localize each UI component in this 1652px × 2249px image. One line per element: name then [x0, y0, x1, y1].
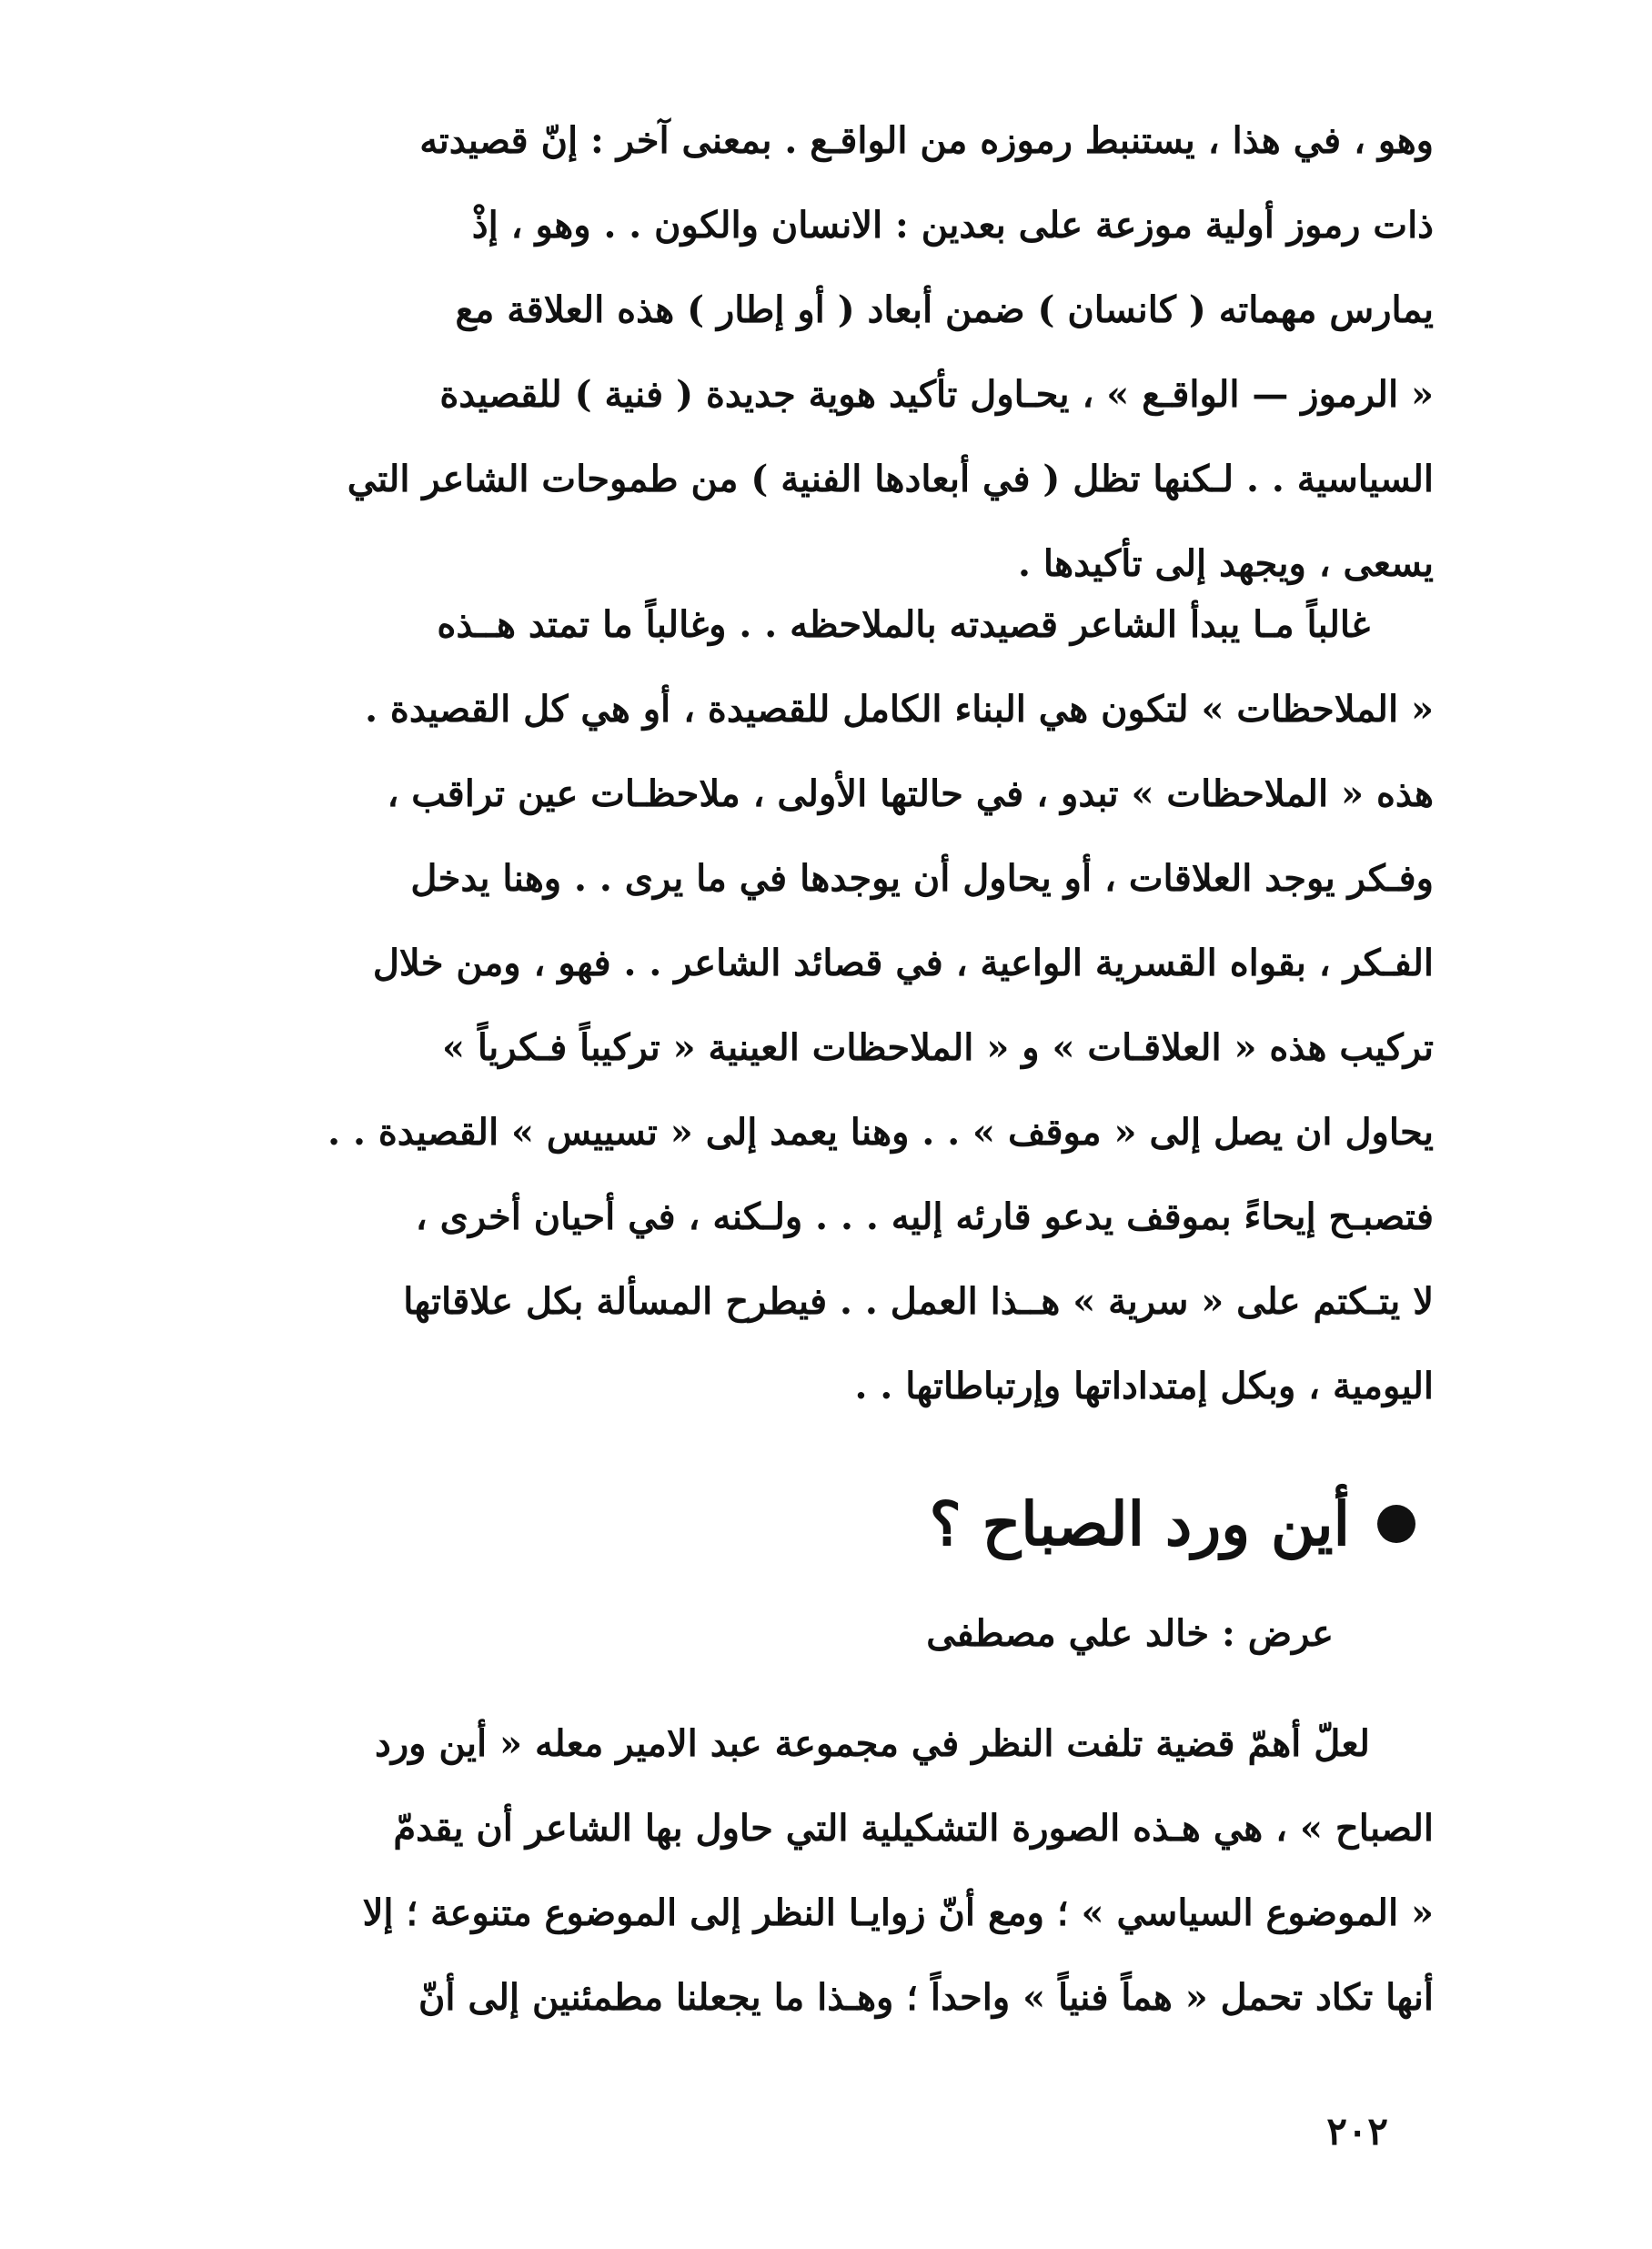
paragraph-2	[209, 582, 1434, 1428]
paragraph-3-line: الصباح » ، هي هـذه الصورة التشكيلية التي حاول بها الشاعر أن يقدمّ	[393, 1807, 1434, 1850]
paragraph-3-line: أنها تكاد تحمل « هماً فنياً » واحداً ؛ وهـذا ما يجعلنا مطمئنين إلى أنّ	[418, 1976, 1434, 2019]
section-title: أين ورد الصباح ؟	[929, 1488, 1350, 1559]
paragraph-2-line: اليومية ، وبكل إمتداداتها وإرتباطاتها . .	[854, 1365, 1434, 1407]
paragraph-3	[209, 1701, 1434, 2040]
paragraph-2-line: « الملاحظات » لتكون هي البناء الكامل للقصيدة ، أو هي كل القصيدة .	[365, 688, 1434, 731]
section-heading	[930, 1488, 1415, 1559]
paragraph-2-line: لا يتـكتم على « سرية » هــذا العمل . . فيطرح المسألة بكل علاقاتها	[403, 1280, 1434, 1323]
paragraph-2-line: فتصبـح إيحاءً بموقف يدعو قارئه إليه . . . ولـكنه ، في أحيان أخرى ،	[415, 1195, 1434, 1238]
paragraph-1-line: « الرموز — الواقـع » ، يحـاول تأكيد هوية جديدة ( فنية ) للقصيدة	[439, 373, 1434, 416]
paragraph-1	[209, 98, 1434, 606]
page-number: ٢٠٢	[1326, 2109, 1388, 2153]
paragraph-2-line: تركيب هذه « العلاقـات » و « الملاحظات العينية « تركيباً فـكرياً »	[441, 1026, 1434, 1069]
paragraph-1-line: وهو ، في هذا ، يستنبط رموزه من الواقـع . بمعنى آخر : إنّ قصيدته	[419, 119, 1434, 162]
bullet-icon	[1377, 1505, 1415, 1543]
paragraph-3-line: « الموضوع السياسي » ؛ ومع أنّ زوايـا النظر إلى الموضوع متنوعة ؛ إلا	[362, 1891, 1434, 1934]
paragraph-2-line: يحاول ان يصل إلى « موقف » . . وهنا يعمد إلى « تسييس » القصيدة . .	[327, 1111, 1434, 1154]
section-byline: عرض : خالد علي مصطفى	[926, 1612, 1334, 1655]
paragraph-2-line: وفـكر يوجد العلاقات ، أو يحاول أن يوجدها في ما يرى . . وهنا يدخل	[410, 857, 1434, 900]
paragraph-3-line: لعلّ أهمّ قضية تلفت النظر في مجموعة عبد الامير معله « أين ورد	[375, 1722, 1370, 1765]
paragraph-1-line: يمارس مهماته ( كانسان ) ضمن أبعاد ( أو إطار ) هذه العلاقة مع	[455, 288, 1434, 331]
paragraph-1-line: السياسية . . لـكنها تظل ( في أبعادها الفنية ) من طموحات الشاعر التي	[347, 458, 1434, 500]
paragraph-2-line: هذه « الملاحظات » تبدو ، في حالتها الأولى ، ملاحظـات عين تراقب ،	[387, 772, 1434, 815]
paragraph-2-line: الفـكر ، بقواه القسرية الواعية ، في قصائد الشاعر . . فهو ، ومن خلال	[372, 942, 1434, 984]
paragraph-2-line: غالباً مـا يبدأ الشاعر قصيدته بالملاحظه . . وغالباً ما تمتد هــذه	[437, 603, 1370, 646]
paragraph-1-line: يسعى ، ويجهد إلى تأكيدها .	[1018, 542, 1434, 585]
paragraph-1-line: ذات رموز أولية موزعة على بعدين : الانسان والكون . . وهو ، إذْ	[471, 204, 1434, 247]
